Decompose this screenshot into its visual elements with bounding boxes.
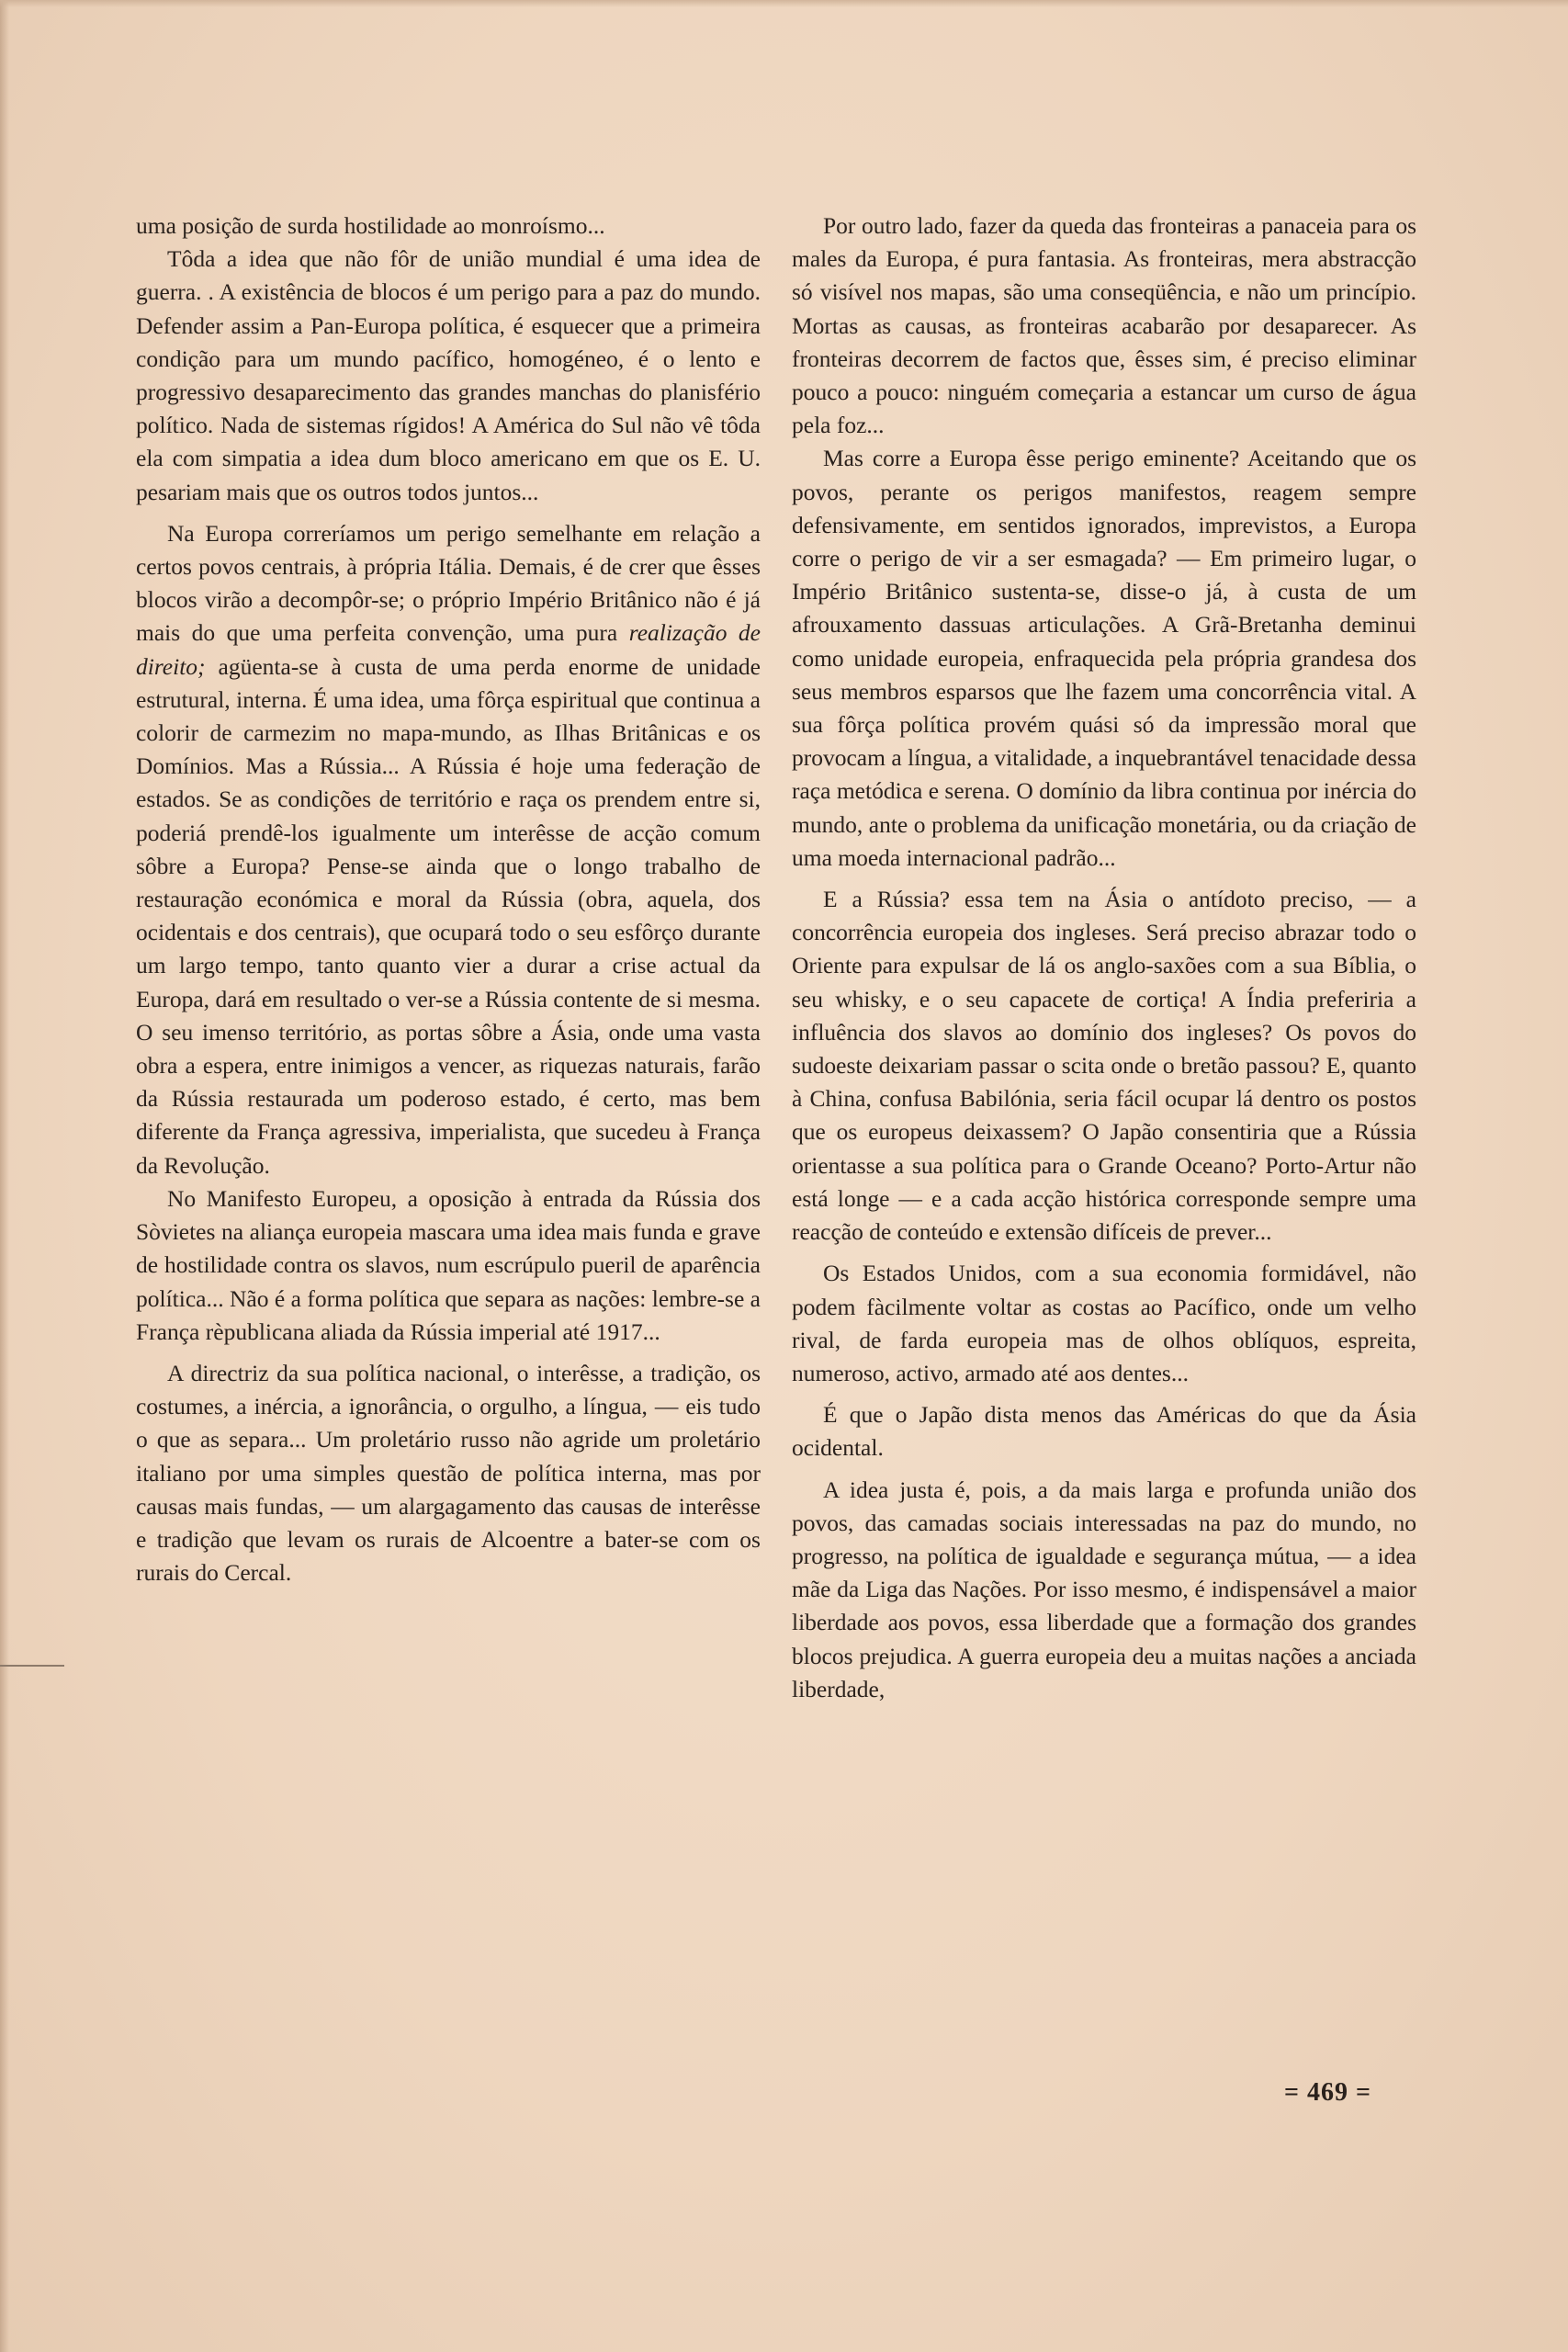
- left-column: [136, 209, 761, 1589]
- paragraph: uma posição de surda hostilidade ao monroísmo...: [136, 212, 605, 239]
- margin-mark: [0, 1665, 64, 1667]
- page-number: = 469 =: [1284, 2078, 1371, 2107]
- paragraph: Por outro lado, fazer da queda das fronteiras a panaceia para os males da Europa, é pura fantasia. As fronteiras, mera abstracção só visível nos mapas, são uma conseqüência, e não um princípio. Mortas as causas, as fronteiras acabarão por desaparecer. As fronteiras decorrem de factos que, êsses sim, é preciso eliminar pouco a pouco: ninguém começaria a estancar um curso de água pela foz...: [792, 212, 1416, 439]
- paragraph: Tôda a idea que não fôr de união mundial é uma idea de guerra. . A existência de blocos é um perigo para a paz do mundo. Defender assim a Pan-Europa política, é esquecer que a primeira condição para um mundo pacífico, homogéneo, é o lento e progressivo desaparecimento das grandes manchas do planisfério político. Nada de sistemas rígidos! A América do Sul não vê tôda ela com simpatia a idea dum bloco americano em que os E. U. pesariam mais que os outros todos juntos...: [136, 245, 761, 505]
- page-edge-shadow: [0, 0, 9, 2352]
- paragraph-text: agüenta-se à custa de uma perda enorme de unidade estrutural, interna. É uma idea, uma fôrça espiritual que continua a colorir de carmezim no mapa-mundo, as Ilhas Britânicas e os Domínios. Mas a Rússia... A Rússia é hoje uma federação de estados. Se as condições de território e raça os prendem entre si, poderiá prendê-los igualmente um interêsse de acção comum sôbre a Europa? Pense-se ainda que o longo trabalho de restauração económica e moral da Rússia (obra, aquela, dos ocidentais e dos centrais), que ocupará todo o seu esfôrço durante um largo tempo, tanto quanto vier a durar a crise actual da Europa, dará em resultado o ver-se a Rússia contente de si mesma. O seu imenso território, as portas sôbre a Ásia, onde uma vasta obra a espera, entre inimigos a vencer, as riquezas naturais, farão da Rússia restaurada um poderoso estado, é certo, mas bem diferente da França agressiva, imperialista, que sucedeu à França da Revolução.: [136, 652, 761, 1179]
- paragraph: A directriz da sua política nacional, o interêsse, a tradição, os costumes, a inércia, a ignorância, o orgulho, a língua, — eis tudo o que as separa... Um proletário russo não agride um proletário italiano por uma simples questão de política interna, mas por causas mais fundas, — um alargagamento das causas de interêsse e tradição que levam os rurais de Alcoentre a bater-se com os rurais do Cercal.: [136, 1359, 761, 1587]
- paragraph: A idea justa é, pois, a da mais larga e profunda união dos povos, das camadas sociais interessadas na paz do mundo, no progresso, na política de igualdade e segurança mútua, — a idea mãe da Liga das Nações. Por isso mesmo, é indispensável a maior liberdade aos povos, essa liberdade que a formação dos grandes blocos prejudica. A guerra europeia deu a muitas nações a anciada liberdade,: [792, 1476, 1416, 1702]
- paragraph: Mas corre a Europa êsse perigo eminente? Aceitando que os povos, perante os perigos manifestos, reagem sempre defensivamente, em sentidos ignorados, imprevistos, a Europa corre o perigo de vir a ser esmagada? — Em primeiro lugar, o Império Britânico sustenta-se, disse-o já, à custa de um afrouxamento dassuas articulações. A Grã-Bretanha deminui como unidade europeia, enfraquecida pela própria grandesa dos seus membros esparsos que lhe fazem uma concorrência vital. A sua fôrça política provém quási só da impressão moral que provocam a língua, a vitalidade, a inquebrantável tenacidade dessa raça metódica e serena. O domínio da libra continua por inércia do mundo, ante o problema da unificação monetária, ou da criação de uma moeda internacional padrão...: [792, 445, 1416, 871]
- paragraph: É que o Japão dista menos das Américas do que da Ásia ocidental.: [792, 1401, 1416, 1462]
- paragraph: E a Rússia? essa tem na Ásia o antídoto preciso, — a concorrência europeia dos ingleses. Será preciso abrazar todo o Oriente para expulsar de lá os anglo-saxões com a sua Bíblia, o seu whisky, e o seu capacete de cortiça! A Índia preferiria a influência dos slavos ao domínio dos ingleses? Os povos do sudoeste deixariam passar o scita onde o bretão passou? E, quanto à China, confusa Babilónia, seria fácil ocupar lá dentro os postos que os europeus deixassem? O Japão consentiria que a Rússia orientasse a sua política para o Grande Oceano? Porto-Artur não está longe — e a cada acção histórica corresponde sempre uma reacção de conteúdo e extensão difíceis de prever...: [792, 886, 1416, 1246]
- page-top-shadow: [0, 0, 1568, 7]
- paragraph-text: Na Europa correríamos um perigo semelhante em relação a certos povos centrais, à própria Itália. Demais, é de crer que êsses blocos virão a decompôr-se; o próprio Império Britânico não é já mais do que uma perfeita convenção, uma pura: [136, 519, 761, 647]
- paragraph: [136, 517, 761, 1182]
- right-column: [792, 209, 1416, 1706]
- italic-phrase: realização de direito;: [136, 619, 761, 680]
- paragraph: Os Estados Unidos, com a sua economia formidável, não podem fàcilmente voltar as costas ao Pacífico, onde um velho rival, de farda europeia mas de olhos oblíquos, espreita, numeroso, activo, armado até aos dentes...: [792, 1260, 1416, 1386]
- paragraph: No Manifesto Europeu, a oposição à entrada da Rússia dos Sòvietes na aliança europeia mascara uma idea mais funda e grave de hostilidade contra os slavos, num escrúpulo pueril de aparência política... Não é a forma política que separa as nações: lembre-se a França rèpublicana aliada da Rússia imperial até 1917...: [136, 1184, 761, 1345]
